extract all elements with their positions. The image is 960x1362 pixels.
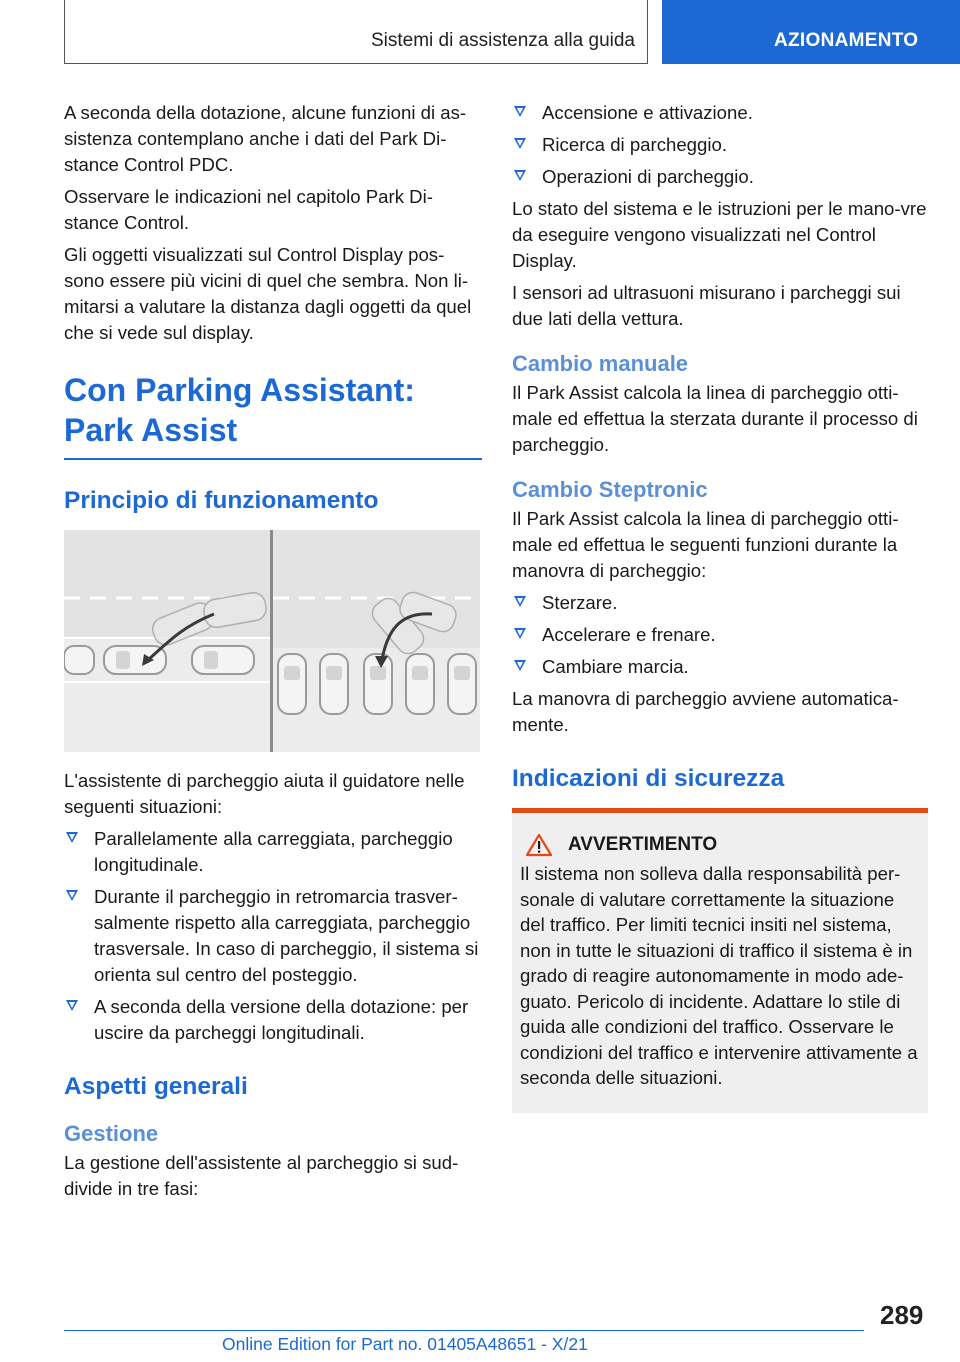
heading-manual: Cambio manuale [512,351,689,376]
footer-edition: Online Edition for Part no. 01405A48651 - X/21 [222,1334,588,1354]
header-section-tab [662,0,960,64]
page-number: 289 [880,1300,924,1330]
intro-paragraph-3: Gli oggetti visualizzati sul Control Display pos-sono essere più vicini di quel che sembra. Non li-mitarsi a valutare la distanza dagli oggetti da quel che si vede sul display. [64,244,472,343]
list-item: Accensione e attivazione. [512,100,928,126]
list-item: Sterzare. [512,590,928,616]
list-item: Cambiare marcia. [512,654,928,680]
bullet-triangle-icon [66,890,78,901]
footer-rule [64,1330,864,1331]
steptronic-text: Il Park Assist calcola la linea di parcheggio otti-male ed effettua le seguenti funzioni durante la manovra di parcheggio: [512,508,899,581]
list-item: Operazioni di parcheggio. [512,164,928,190]
heading-general: Aspetti generali [64,1073,248,1100]
intro-paragraph-2: Osservare le indicazioni nel capitolo Park Di-stance Control. [64,186,433,233]
bullet-triangle-icon [514,106,526,117]
parking-diagram [64,530,480,752]
manual-text: Il Park Assist calcola la linea di parcheggio otti-male ed effettua la sterzata durante il processo di parcheggio. [512,382,918,455]
bullet-triangle-icon [514,170,526,181]
warning-box [512,808,928,1113]
phases-list [512,100,928,190]
list-item: A seconda della versione della dotazione: per uscire da parcheggi longitudinali. [64,994,482,1046]
warning-title: AVVERTIMENTO [568,834,718,855]
bullet-triangle-icon [514,628,526,639]
heading-steptronic: Cambio Steptronic [512,477,708,502]
parking-illustration [64,530,480,752]
header-section: AZIONAMENTO [774,30,919,51]
bullet-triangle-icon [514,138,526,149]
bullet-triangle-icon [514,596,526,607]
status-text: Lo stato del sistema e le istruzioni per le mano-vre da eseguire vengono visualizzati nel Control Display. [512,198,927,271]
gestione-text: La gestione dell'assistente al parcheggio si sud-divide in tre fasi: [64,1152,459,1199]
section-title-line-1: Con Parking Assistant: [64,372,415,408]
principle-text: L'assistente di parcheggio aiuta il guidatore nelle seguenti situazioni: [64,770,465,817]
header-title-box [64,0,648,64]
heading-principle: Principio di funzionamento [64,487,379,514]
steptronic-list [512,590,928,680]
section-title [64,370,482,460]
auto-text: La manovra di parcheggio avviene automatica-mente. [512,688,899,735]
bullet-triangle-icon [514,660,526,671]
bullet-triangle-icon [66,832,78,843]
warning-header [520,833,920,857]
right-column [512,100,928,1113]
bullet-triangle-icon [66,1000,78,1011]
principle-list [64,826,482,1046]
list-item: Ricerca di parcheggio. [512,132,928,158]
sensor-text: I sensori ad ultrasuoni misurano i parcheggi sui due lati della vettura. [512,282,901,329]
warning-triangle-icon [526,833,552,857]
list-item: Durante il parcheggio in retromarcia trasver-salmente rispetto alla carreggiata, parcheggio trasversale. In caso di parcheggio, il sistema si orienta sul centro del posteggio. [64,884,482,988]
heading-safety: Indicazioni di sicurezza [512,765,785,792]
left-column [64,100,482,1208]
warning-text: Il sistema non solleva dalla responsabilità per-sonale di valutare correttamente la situazione del traffico. Per limiti tecnici insiti nel sistema, non in tutte le situazioni di traffico il sistema è in grado di reagire autonomamente in modo ade-guato. Pericolo di incidente. Adattare lo stile di guida alle condizioni del traffico. Osservare le condizioni del traffico e intervenire attivamente a seconda delle situazioni. [520,863,918,1088]
list-item: Accelerare e frenare. [512,622,928,648]
section-title-line-2: Park Assist [64,412,238,448]
intro-paragraph-1: A seconda della dotazione, alcune funzioni di as-sistenza contemplano anche i dati del Park Di-stance Control PDC. [64,102,467,175]
list-item: Parallelamente alla carreggiata, parcheggio longitudinale. [64,826,482,878]
header-title: Sistemi di assistenza alla guida [370,30,635,51]
heading-gestione: Gestione [64,1121,159,1146]
